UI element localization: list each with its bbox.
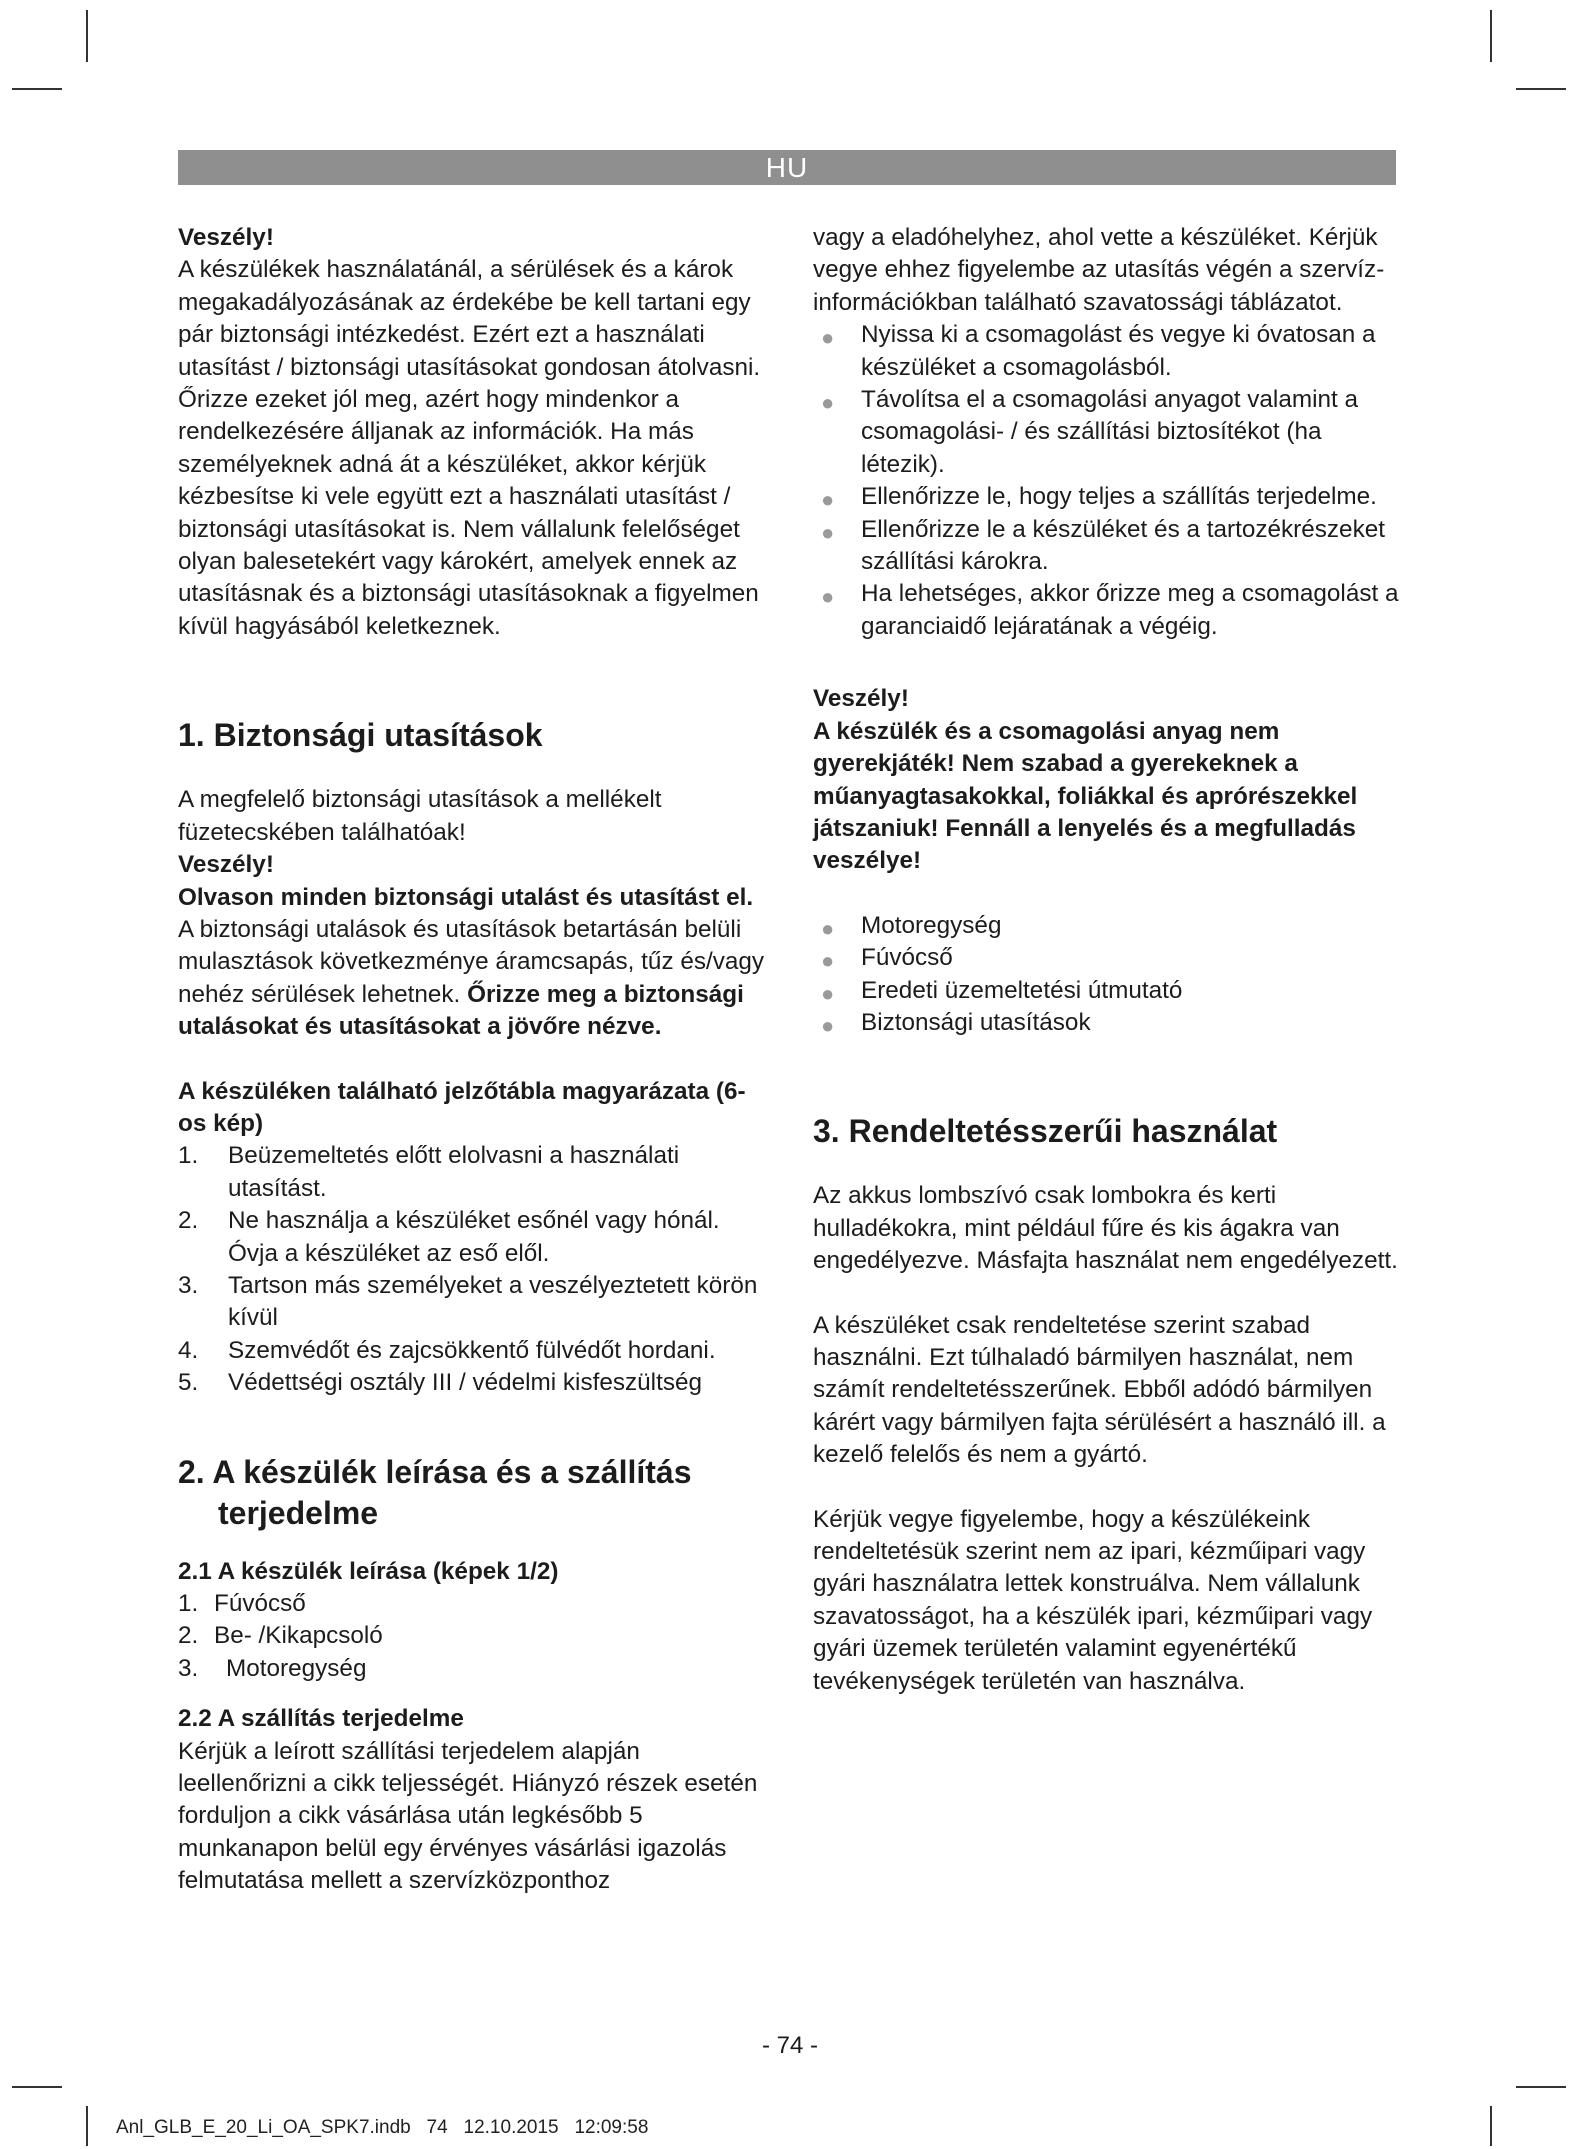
- list-item: 3. Motoregység: [178, 1654, 367, 1682]
- list-item: 4. Szemvédőt és zajcsökkentő fülvédőt hordani.: [178, 1336, 716, 1364]
- section-2-2-text: Kérjük a leírott szállítási terjedelem alapján leellenőrizni a cikk teljességét. Hiányzó részek esetén forduljon a cikk vásárlása után legkésőbb 5 munkanapon belül egy érvényes vásárlási igazolás felmutatása mellett a szervízközponthoz: [178, 1737, 758, 1895]
- bullet-icon: ●: [821, 915, 835, 941]
- section-2-1-heading: 2.1 A készülék leírása (képek 1/2): [178, 1557, 559, 1585]
- contents-list: [813, 910, 1405, 1040]
- language-header-bar: [178, 150, 1396, 185]
- list-item: 1. Fúvócső: [178, 1590, 306, 1617]
- section-2-title: 2. A készülék leírása és a szállítás terjedelme: [178, 1453, 692, 1531]
- list-item: ● Motoregység: [813, 910, 1405, 942]
- list-item: ● Nyissa ki a csomagolást és vegye ki óvatosan a készüléket a csomagolásból.: [821, 321, 1376, 381]
- left-column: [178, 222, 770, 1898]
- bullet-icon: ●: [821, 1012, 835, 1038]
- intro-warning-heading: Veszély!: [178, 224, 274, 251]
- crop-mark: [1490, 10, 1492, 62]
- list-item: ● Ellenőrizze le, hogy teljes a szállítás terjedelme.: [813, 481, 1405, 513]
- section-3-title: 3. Rendeltetésszerűi használat: [813, 1113, 1278, 1150]
- list-item: ● Fúvócső: [813, 942, 1405, 974]
- sign-heading: A készüléken található jelzőtábla magyarázata (6-os kép): [178, 1077, 746, 1137]
- bullet-icon: ●: [821, 584, 835, 610]
- section-1-paragraph: Olvason minden biztonsági utalást és utasítást el. A biztonsági utalások és utasítások betartásán belüli mulasztások következménye áramcsapás, tűz és/vagy nehéz sérülések lehetnek. Őrizze meg a biztonsági utalásokat és utasításokat a jövőre nézve.: [178, 883, 765, 1041]
- bullet-icon: ●: [821, 980, 835, 1006]
- print-slug: Anl_GLB_E_20_Li_OA_SPK7.indb 74 12.10.2015 12:09:58: [116, 2117, 649, 2138]
- section-3-paragraph-1: Az akkus lombszívó csak lombokra és kerti hulladékokra, mint például fűre és kis ágakra van engedélyezve. Másfajta használat nem engedélyezett.: [813, 1182, 1398, 1275]
- section-1-warning: Veszély!: [178, 851, 274, 879]
- list-item: 5. Védettségi osztály III / védelmi kisfeszültség: [178, 1369, 703, 1397]
- warning-text: A készülék és a csomagolási anyag nem gyerekjáték! Nem szabad a gyerekeknek a műanyagtasakokkal, foliákkal és aprórészekkel játszaniuk! Fennáll a lenyelés és a megfulladás veszélye!: [813, 717, 1358, 875]
- list-item: ● Biztonsági utasítások: [813, 1007, 1405, 1039]
- crop-mark: [1516, 2086, 1566, 2088]
- crop-mark: [86, 10, 88, 62]
- section-2-2-heading: 2.2 A szállítás terjedelme: [178, 1705, 464, 1733]
- language-code: HU: [765, 152, 809, 183]
- bullet-icon: ●: [821, 948, 835, 974]
- crop-mark: [12, 88, 62, 90]
- bullet-icon: ●: [821, 325, 835, 351]
- list-item: 2. Ne használja a készüléket esőnél vagy hónál. Óvja a készüléket az eső elől.: [178, 1207, 720, 1267]
- list-item: 1. Beüzemeltetés előtt elolvasni a használati utasítást.: [178, 1142, 680, 1202]
- list-item: ● Ellenőrizze le a készüléket és a tartozékrészeket szállítási károkra.: [821, 515, 1385, 576]
- bullet-icon: ●: [821, 487, 835, 513]
- section-3-paragraph-3: Kérjük vegye figyelembe, hogy a készülékeink rendeltetésük szerint nem az ipari, kézműipari vagy gyári használatra lettek konstruálva. Nem vállalunk szavatosságot, ha a készülék ipari, kézműipari vagy gyári üzemek területén valamint egyenértékű tevékenységek területén van használva.: [813, 1505, 1373, 1695]
- intro-text: A készülékek használatánál, a sérülések és a károk megakadályozásának az érdekébe be kell tartani egy pár biztonsági intézkedést. Ezért ezt a használati utasítást / biztonsági utasításokat gondosan átolvasni. Őrizze ezeket jól meg, azért hogy mindenkor a rendelkezésére álljanak az információk. Ha más személyeknek adná át a készüléket, akkor kérjük kézbesítse ki vele együtt ezt a használati utasítást / biztonsági utasításokat is. Nem vállalunk felelőséget olyan balesetekért vagy károkért, amelyek ennek az utasításnak és a biztonsági utasításoknak a figyelmen kívül hagyásából keletkeznek.: [178, 256, 761, 640]
- list-item: ● Ha lehetséges, akkor őrizze meg a csomagolást a garanciaidő lejáratának a végéig.: [821, 580, 1399, 640]
- section-1-title: 1. Biztonsági utasítások: [178, 717, 543, 754]
- crop-mark: [12, 2086, 62, 2088]
- right-column: [813, 222, 1405, 1698]
- list-item: ● Távolítsa el a csomagolási anyagot valamint a csomagolási- / és szállítási biztosítékot (ha létezik).: [821, 386, 1358, 478]
- unpacking-steps: [813, 319, 1405, 643]
- bullet-icon: ●: [821, 519, 835, 545]
- bullet-icon: ●: [821, 390, 835, 416]
- crop-mark: [1490, 2106, 1492, 2146]
- crop-mark: [86, 2106, 88, 2146]
- crop-mark: [1516, 88, 1566, 90]
- continued-text: vagy a eladóhelyhez, ahol vette a készüléket. Kérjük vegye ehhez figyelembe az utasítás végén a szervíz-információkban található szavatossági táblázatot.: [813, 224, 1385, 316]
- page-number: - 74 -: [761, 2032, 818, 2059]
- sign-list: [178, 1140, 770, 1399]
- section-3-paragraph-2: A készüléket csak rendeltetése szerint szabad használni. Ezt túlhaladó bármilyen használat, nem számít rendeltetésszerűnek. Ebből adódó bármilyen kárért vagy bármilyen fajta sérülésért a használó ill. a kezelő felelős és nem a gyártó.: [813, 1311, 1386, 1469]
- section-1-text: A megfelelő biztonsági utasítások a mellékelt füzetecskében találhatóak!: [178, 786, 662, 846]
- warning-heading: Veszély!: [813, 685, 909, 713]
- parts-list: [178, 1588, 770, 1685]
- list-item: ● Eredeti üzemeltetési útmutató: [813, 975, 1405, 1007]
- list-item: 3. Tartson más személyeket a veszélyeztetett körön kívül: [178, 1271, 758, 1332]
- list-item: 2. Be- /Kikapcsoló: [178, 1622, 383, 1650]
